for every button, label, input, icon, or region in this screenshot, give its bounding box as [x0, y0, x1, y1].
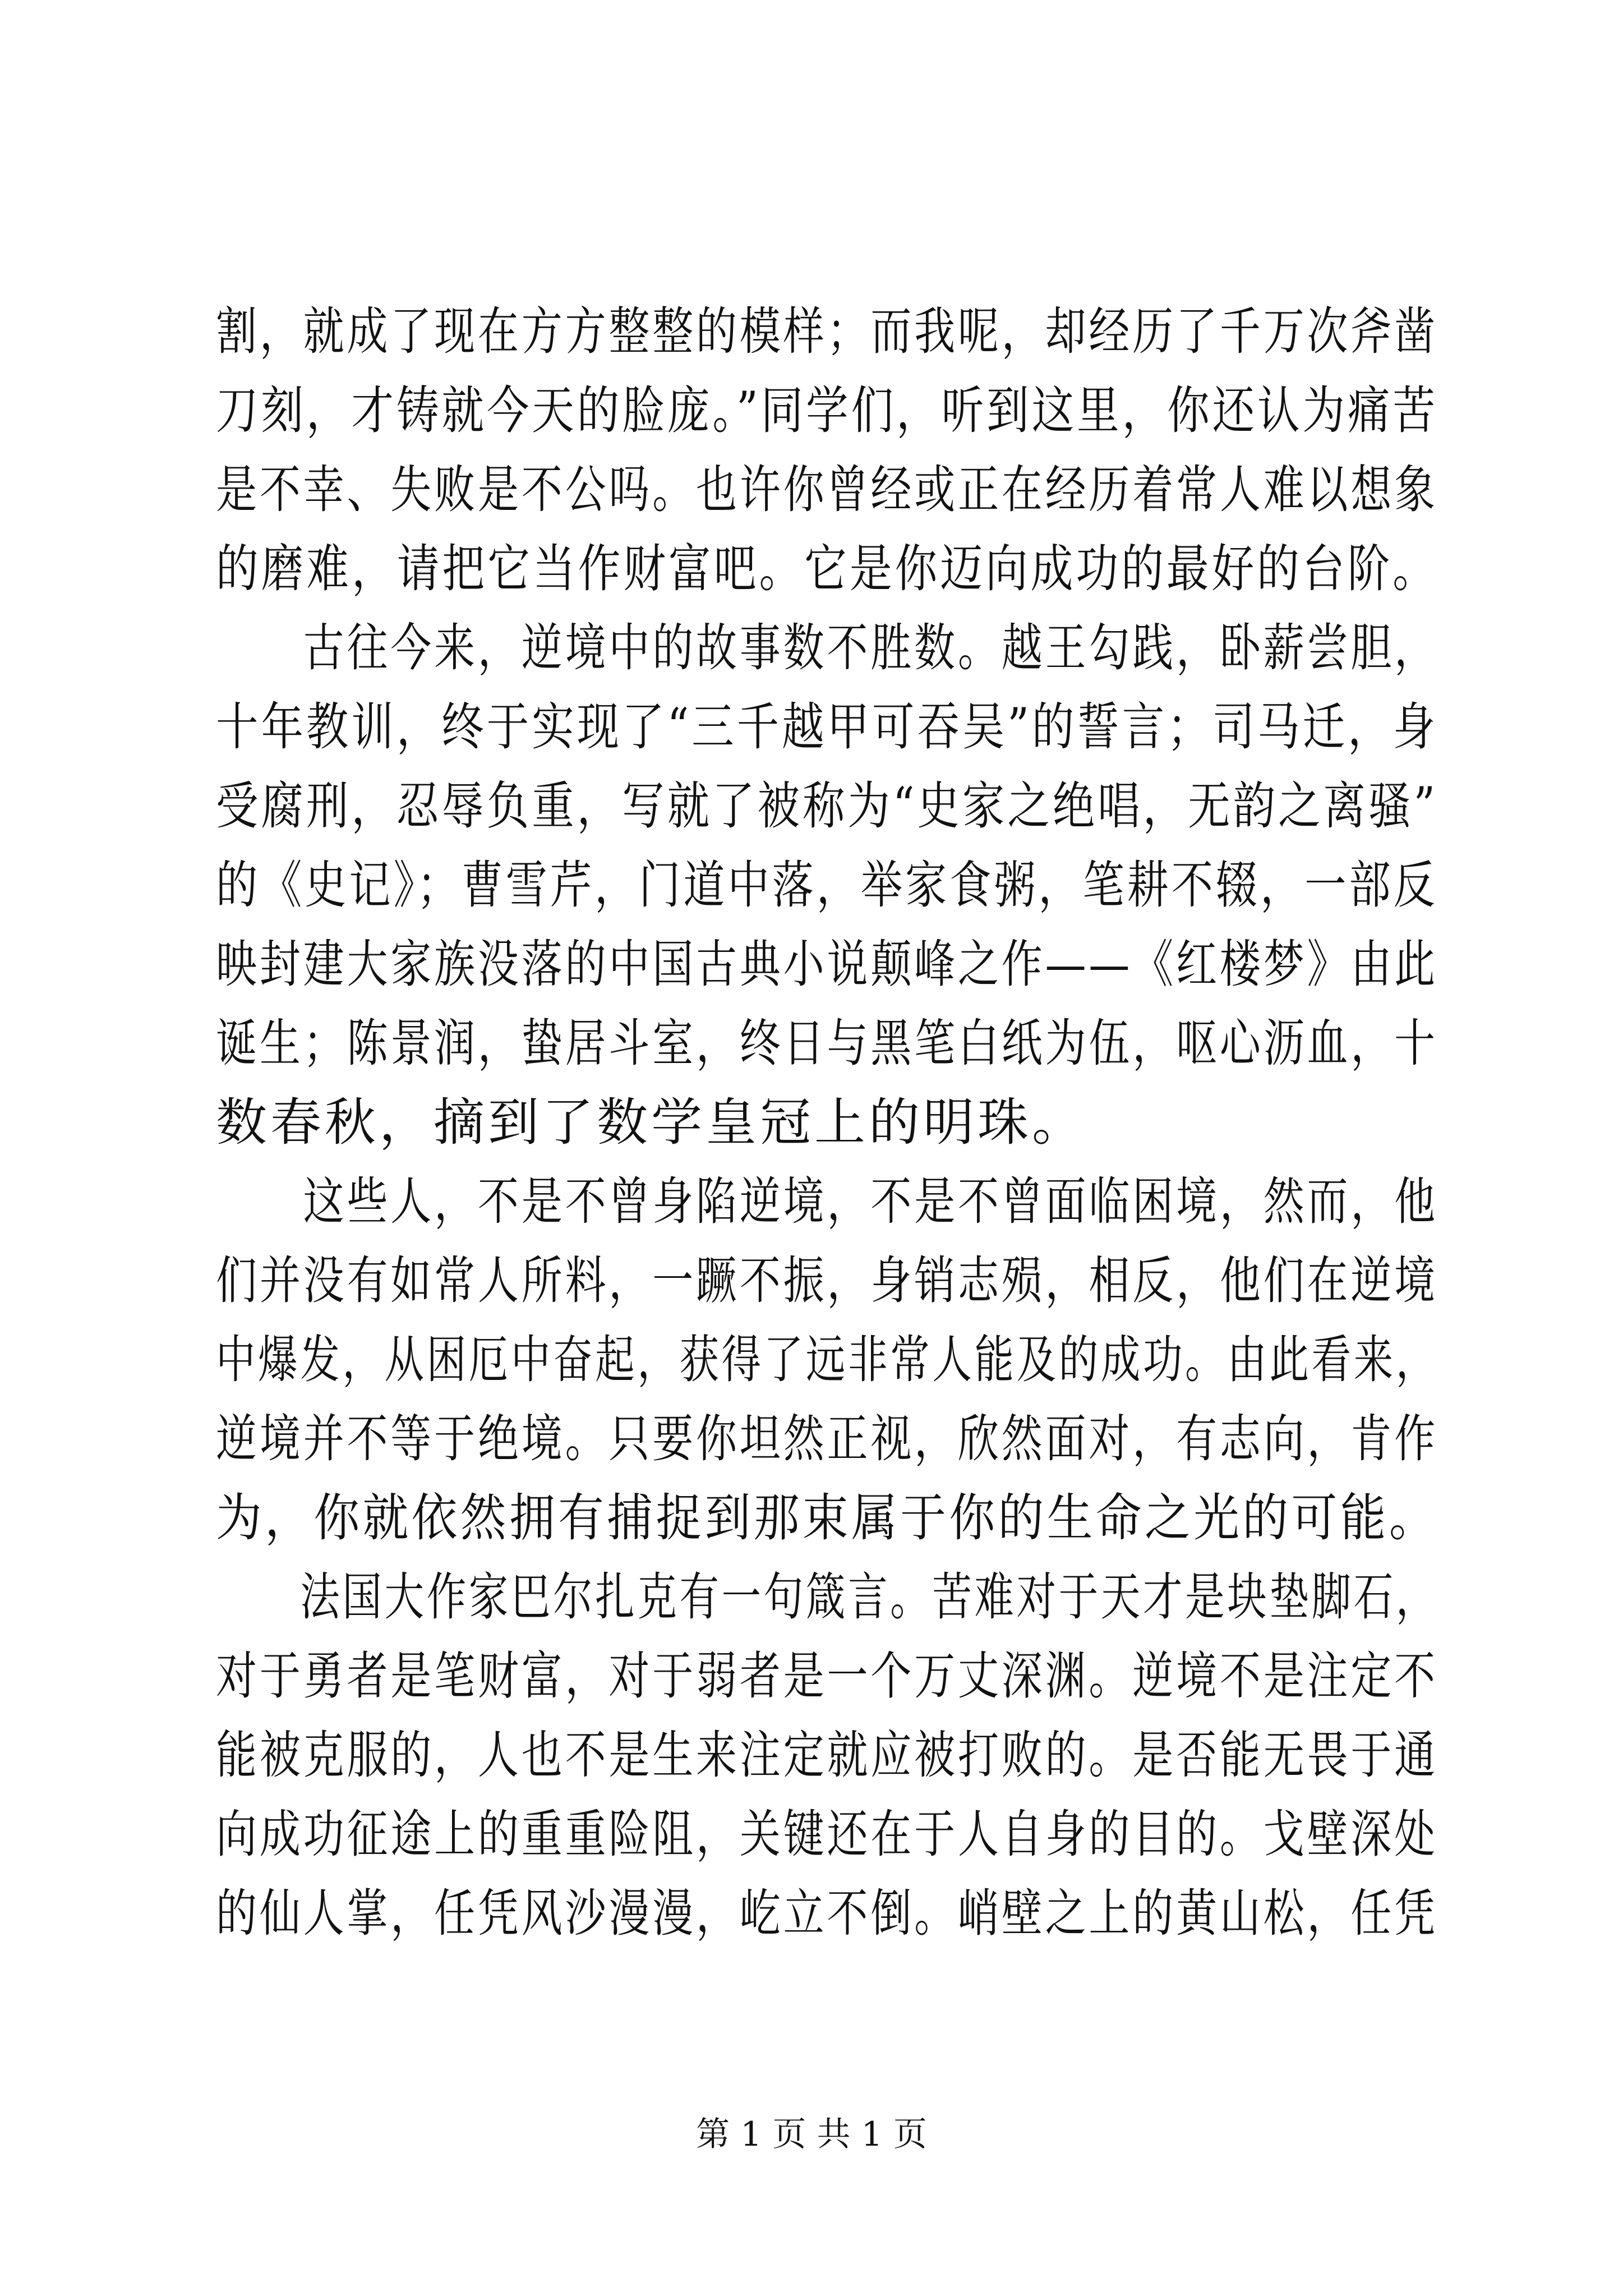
text-line: 古往今来，逆境中的故事数不胜数。越王勾践，卧薪尝胆，: [216, 619, 1438, 678]
text-line: 十年教训，终于实现了“三千越甲可吞吴”的誓言；司马迁，身: [216, 698, 1438, 757]
text-line: 的磨难，请把它当作财富吧。它是你迈向成功的最好的台阶。: [216, 540, 1438, 599]
text-line: 中爆发，从困厄中奋起，获得了远非常人能及的成功。由此看来，: [216, 1331, 1438, 1389]
text-line: 为，你就依然拥有捕捉到那束属于你的生命之光的可能。: [216, 1489, 1438, 1548]
text-line: 能被克服的，人也不是生来注定就应被打败的。是否能无畏于通: [216, 1726, 1438, 1785]
text-line: 数春秋，摘到了数学皇冠上的明珠。: [216, 1093, 1087, 1152]
text-line: 逆境并不等于绝境。只要你坦然正视，欣然面对，有志向，肯作: [216, 1410, 1438, 1469]
text-line: 们并没有如常人所料，一蹶不振，身销志殒，相反，他们在逆境: [216, 1251, 1438, 1310]
text-line: 受腐刑，忍辱负重，写就了被称为“史家之绝唱，无韵之离骚”: [216, 777, 1438, 836]
text-line: 对于勇者是笔财富，对于弱者是一个万丈深渊。逆境不是注定不: [216, 1647, 1438, 1706]
text-line: 这些人，不是不曾身陷逆境，不是不曾面临困境，然而，他: [216, 1172, 1438, 1231]
text-line: 向成功征途上的重重险阻，关键还在于人自身的目的。戈壁深处: [216, 1805, 1438, 1864]
text-line: 诞生；陈景润，蛰居斗室，终日与黑笔白纸为伍，呕心沥血，十: [216, 1014, 1438, 1073]
page-number-footer: 第 1 页 共 1 页: [696, 2115, 927, 2154]
text-line: 的《史记》；曹雪芹，门道中落，举家食粥，笔耕不辍，一部反: [216, 856, 1438, 915]
text-line: 映封建大家族没落的中国古典小说颠峰之作——《红楼梦》由此: [216, 935, 1438, 994]
text-line: 法国大作家巴尔扎克有一句箴言。苦难对于天才是块垫脚石，: [216, 1568, 1438, 1627]
text-line: 的仙人掌，任凭风沙漫漫，屹立不倒。峭壁之上的黄山松，任凭: [216, 1884, 1438, 1943]
text-line: 割，就成了现在方方整整的模样；而我呢，却经历了千万次斧凿: [216, 302, 1438, 361]
text-line: 刀刻，才铸就今天的脸庞。”同学们，听到这里，你还认为痛苦: [216, 381, 1438, 440]
text-line: 是不幸、失败是不公吗。也许你曾经或正在经历着常人难以想象: [216, 461, 1438, 519]
